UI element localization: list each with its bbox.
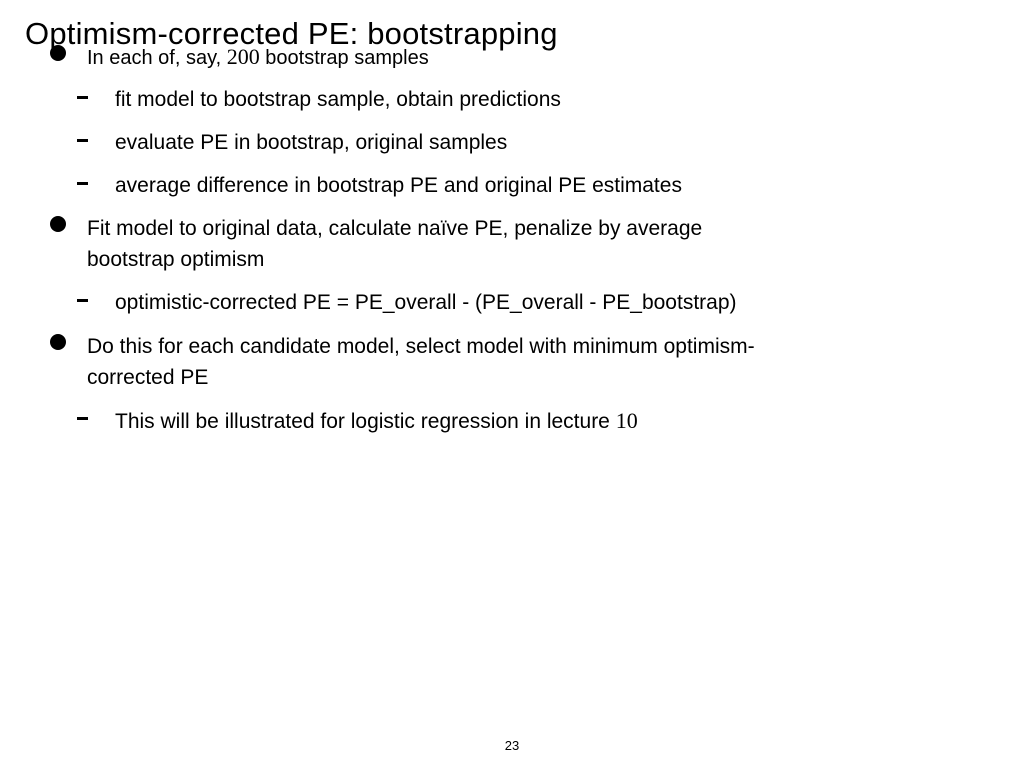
- dash-icon: [77, 417, 88, 420]
- bullet-dot: [50, 334, 66, 350]
- bullet-1-sub-1: fit model to bootstrap sample, obtain predictions: [115, 88, 561, 111]
- bullet-3-sub-1-text: This will be illustrated for logistic regression in lecture: [115, 410, 616, 433]
- bullet-2-line-1: Fit model to original data, calculate naïve PE, penalize by average: [87, 217, 703, 240]
- dash-icon: [77, 139, 88, 142]
- dash-icon: [77, 299, 88, 302]
- bullet-1-text-pre: In each of, say,: [87, 47, 227, 69]
- bullet-3-sub-1: [115, 405, 875, 437]
- bullet-2-line-2: bootstrap optimism: [87, 248, 265, 271]
- bullet-3-line-2: corrected PE: [87, 366, 209, 389]
- dash-icon: [77, 182, 88, 185]
- bullet-2-sub-1: optimistic-corrected PE = PE_overall - (PE_overall - PE_bootstrap): [115, 291, 737, 314]
- dash-icon: [77, 96, 88, 99]
- slide-title: Optimism-corrected PE: bootstrapping: [25, 16, 558, 51]
- bullet-dot: [50, 216, 66, 232]
- bullet-1-sub-2: evaluate PE in bootstrap, original samples: [115, 131, 508, 154]
- bullet-1-text-post: bootstrap samples: [259, 47, 429, 69]
- bullet-3-line-1: Do this for each candidate model, select model with minimum optimism-: [87, 335, 755, 358]
- bullet-1-sub-3: average difference in bootstrap PE and original PE estimates: [115, 174, 682, 197]
- page-number: 23: [504, 738, 520, 753]
- lecture-number: 10: [615, 408, 638, 433]
- bullet-1-number: 200: [226, 44, 260, 69]
